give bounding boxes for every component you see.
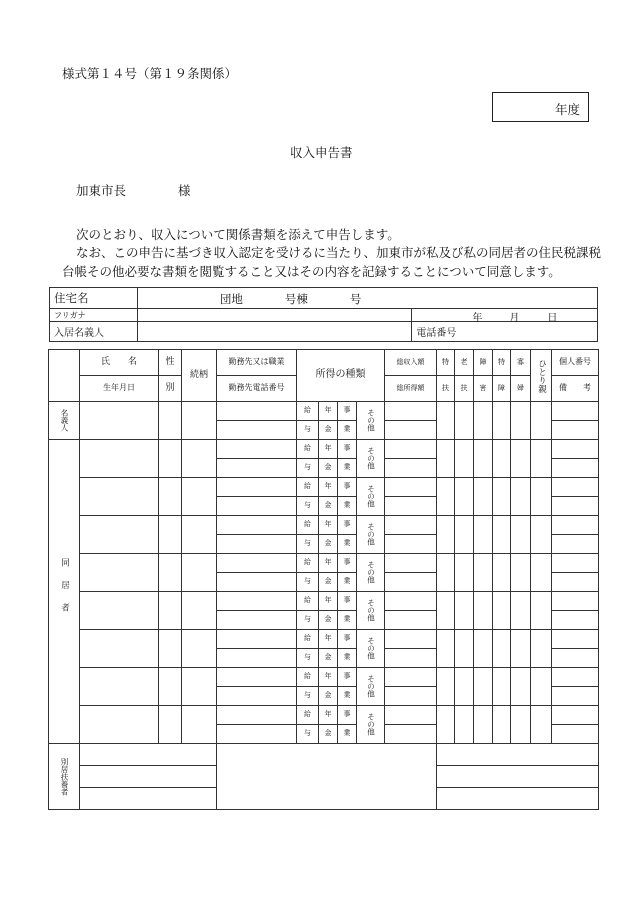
income-gyo[interactable]: 業 [338, 611, 357, 630]
body-text-1: 次のとおり、収入について関係書類を添えて申告します。 [76, 227, 400, 242]
phone-label: 電話番号 [412, 322, 598, 342]
my-number-cell[interactable] [552, 706, 599, 725]
income-ji[interactable]: 事 [338, 630, 357, 649]
date-field[interactable] [412, 309, 598, 322]
single-parent-cell[interactable] [531, 554, 552, 592]
name-cell[interactable] [80, 516, 159, 554]
sex-cell[interactable] [159, 554, 182, 592]
toku-cell[interactable] [437, 592, 455, 630]
net-income-cell[interactable] [385, 459, 437, 478]
header-shou-2: 害 [474, 376, 493, 402]
rou-cell[interactable] [455, 478, 474, 516]
nominee-group [49, 402, 80, 440]
rou-cell[interactable] [455, 402, 474, 440]
sex-cell[interactable] [159, 668, 182, 706]
my-number-cell[interactable] [552, 440, 599, 459]
employer-cell[interactable] [217, 630, 297, 649]
employer-cell[interactable] [217, 440, 297, 459]
single-parent-cell[interactable] [531, 440, 552, 478]
tokushou-cell[interactable] [493, 554, 511, 592]
income-ji[interactable]: 事 [338, 402, 357, 421]
gross-income-cell[interactable] [385, 554, 437, 573]
rou-cell[interactable] [455, 630, 474, 668]
toku-cell[interactable] [437, 630, 455, 668]
income-nen[interactable]: 年 [319, 668, 338, 687]
income-yo[interactable]: 与 [297, 497, 319, 516]
tenant-field[interactable] [137, 322, 411, 342]
income-other-cell[interactable] [357, 592, 385, 630]
relation-cell[interactable] [182, 440, 217, 478]
form-number: 様式第１４号（第１９条関係） [62, 66, 238, 81]
header-kafu-1: 寡 [511, 350, 531, 376]
rou-cell[interactable] [455, 668, 474, 706]
header-income-type: 所得の種類 [297, 350, 385, 402]
toku-cell[interactable] [437, 478, 455, 516]
income-kyu[interactable]: 給 [297, 592, 319, 611]
day-label: 日 [547, 313, 558, 324]
header-relation: 続柄 [182, 350, 217, 402]
net-income-cell[interactable] [385, 611, 437, 630]
name-cell[interactable] [80, 440, 159, 478]
income-yo[interactable]: 与 [297, 725, 319, 744]
income-nen[interactable]: 年 [319, 592, 338, 611]
income-other-cell[interactable] [357, 478, 385, 516]
fiscal-year-label: 年度 [554, 102, 580, 117]
employer-cell[interactable] [217, 516, 297, 535]
kafu-cell[interactable] [511, 516, 531, 554]
gross-income-cell[interactable] [385, 516, 437, 535]
employer-phone-cell[interactable] [217, 459, 297, 478]
single-parent-cell[interactable] [531, 630, 552, 668]
tokushou-cell[interactable] [493, 440, 511, 478]
income-nen[interactable]: 年 [319, 478, 338, 497]
header-net-income: 総所得額 [385, 376, 437, 402]
shou-cell[interactable] [474, 402, 493, 440]
danchi-label: 団地 [219, 292, 243, 306]
employer-cell[interactable] [217, 706, 297, 725]
cohabitant-label: 同居者 [59, 557, 70, 626]
income-gyo[interactable]: 業 [338, 687, 357, 706]
kafu-cell[interactable] [511, 592, 531, 630]
header-employer-phone: 勤務先電話番号 [217, 376, 297, 402]
income-other: その他 [366, 523, 376, 546]
remarks-cell[interactable] [552, 725, 599, 744]
my-number-cell[interactable] [552, 516, 599, 535]
relation-cell[interactable] [182, 478, 217, 516]
dependent-detail-cell[interactable] [437, 766, 599, 788]
tokushou-cell[interactable] [493, 516, 511, 554]
nominee-label: 名義人 [59, 409, 69, 432]
furigana-label: フリガナ [50, 309, 138, 322]
remarks-cell[interactable] [552, 611, 599, 630]
dependent-name-cell[interactable] [80, 744, 217, 766]
net-income-cell[interactable] [385, 421, 437, 440]
my-number-cell[interactable] [552, 554, 599, 573]
rou-cell[interactable] [455, 440, 474, 478]
income-kyu[interactable]: 給 [297, 706, 319, 725]
shou-cell[interactable] [474, 706, 493, 744]
remarks-cell[interactable] [552, 535, 599, 554]
sex-cell[interactable] [159, 706, 182, 744]
header-sex-1: 性 [159, 350, 182, 376]
income-kin[interactable]: 金 [319, 725, 338, 744]
my-number-cell[interactable] [552, 668, 599, 687]
income-yo[interactable]: 与 [297, 687, 319, 706]
gross-income-cell[interactable] [385, 592, 437, 611]
document-title: 収入申告書 [290, 145, 353, 160]
name-cell[interactable] [80, 630, 159, 668]
income-ji[interactable]: 事 [338, 668, 357, 687]
tokushou-cell[interactable] [493, 630, 511, 668]
employer-phone-cell[interactable] [217, 649, 297, 668]
separate-dependents-label: 別居扶養者 [59, 757, 69, 796]
income-other: その他 [366, 485, 376, 508]
income-kyu[interactable]: 給 [297, 668, 319, 687]
income-kin[interactable]: 金 [319, 687, 338, 706]
dependent-name-cell[interactable] [80, 788, 217, 810]
single-parent-label: ひとり親 [536, 358, 547, 393]
income-yo[interactable]: 与 [297, 459, 319, 478]
single-parent-cell[interactable] [531, 592, 552, 630]
income-ji[interactable]: 事 [338, 440, 357, 459]
name-cell[interactable] [80, 402, 159, 440]
single-parent-cell[interactable] [531, 668, 552, 706]
net-income-cell[interactable] [385, 649, 437, 668]
income-yo[interactable]: 与 [297, 421, 319, 440]
gross-income-cell[interactable] [385, 668, 437, 687]
income-gyo[interactable]: 業 [338, 535, 357, 554]
header-tokushou-1: 特 [493, 350, 511, 376]
header-corner [49, 350, 80, 402]
remarks-cell[interactable] [552, 459, 599, 478]
sex-cell[interactable] [159, 592, 182, 630]
single-parent-cell[interactable] [531, 402, 552, 440]
rou-cell[interactable] [455, 554, 474, 592]
name-cell[interactable] [80, 478, 159, 516]
income-other: その他 [366, 637, 376, 660]
income-kin[interactable]: 金 [319, 611, 338, 630]
sex-cell[interactable] [159, 630, 182, 668]
remarks-cell[interactable] [552, 649, 599, 668]
header-toku-2: 扶 [437, 376, 455, 402]
income-nen[interactable]: 年 [319, 402, 338, 421]
income-yo[interactable]: 与 [297, 649, 319, 668]
income-nen[interactable]: 年 [319, 630, 338, 649]
residence-field[interactable] [137, 288, 597, 309]
relation-cell[interactable] [182, 592, 217, 630]
remarks-cell[interactable] [552, 497, 599, 516]
employer-phone-cell[interactable] [217, 497, 297, 516]
income-nen[interactable]: 年 [319, 706, 338, 725]
income-gyo[interactable]: 業 [338, 573, 357, 592]
income-kin[interactable]: 金 [319, 535, 338, 554]
header-sex-2: 別 [159, 376, 182, 402]
dependent-detail-cell[interactable] [437, 744, 599, 766]
employer-phone-cell[interactable] [217, 421, 297, 440]
header-kafu-2: 婦 [511, 376, 531, 402]
header-rou-2: 扶 [455, 376, 474, 402]
income-gyo[interactable]: 業 [338, 421, 357, 440]
dependent-detail-cell[interactable] [437, 788, 599, 810]
header-rou-1: 老 [455, 350, 474, 376]
net-income-cell[interactable] [385, 497, 437, 516]
body-text-2: なお、この申告に基づき収入認定を受けるに当たり、加東市が私及び私の同居者の住民税課税 [76, 245, 602, 260]
net-income-cell[interactable] [385, 573, 437, 592]
tokushou-cell[interactable] [493, 478, 511, 516]
remarks-cell[interactable] [552, 421, 599, 440]
my-number-cell[interactable] [552, 592, 599, 611]
employer-phone-cell[interactable] [217, 535, 297, 554]
single-parent-cell[interactable] [531, 478, 552, 516]
shou-cell[interactable] [474, 478, 493, 516]
net-income-cell[interactable] [385, 535, 437, 554]
employer-cell[interactable] [217, 402, 297, 421]
gross-income-cell[interactable] [385, 402, 437, 421]
income-nen[interactable]: 年 [319, 516, 338, 535]
income-yo[interactable]: 与 [297, 611, 319, 630]
income-other: その他 [366, 409, 376, 432]
income-other: その他 [366, 447, 376, 470]
income-kyu[interactable]: 給 [297, 516, 319, 535]
remarks-cell[interactable] [552, 687, 599, 706]
tokushou-cell[interactable] [493, 706, 511, 744]
sex-cell[interactable] [159, 440, 182, 478]
employer-cell[interactable] [217, 478, 297, 497]
body-text-3: 台帳その他必要な書類を閲覧すること又はその内容を記録することについて同意します。 [62, 264, 561, 279]
header-single-parent [531, 350, 552, 402]
header-tokushou-2: 障 [493, 376, 511, 402]
income-other-cell[interactable] [357, 668, 385, 706]
year-label: 年 [472, 313, 483, 324]
shou-cell[interactable] [474, 668, 493, 706]
shou-cell[interactable] [474, 554, 493, 592]
income-other: その他 [366, 599, 376, 622]
month-label: 月 [509, 313, 520, 324]
kafu-cell[interactable] [511, 402, 531, 440]
tokushou-cell[interactable] [493, 668, 511, 706]
income-kin[interactable]: 金 [319, 421, 338, 440]
name-cell[interactable] [80, 668, 159, 706]
name-cell[interactable] [80, 706, 159, 744]
toku-cell[interactable] [437, 516, 455, 554]
relation-cell[interactable] [182, 668, 217, 706]
income-kin[interactable]: 金 [319, 573, 338, 592]
header-name: 氏 名 [80, 350, 159, 376]
single-parent-cell[interactable] [531, 516, 552, 554]
toku-cell[interactable] [437, 402, 455, 440]
employer-cell[interactable] [217, 554, 297, 573]
income-other-cell[interactable] [357, 706, 385, 744]
income-ji[interactable]: 事 [338, 706, 357, 725]
addressee-suffix: 様 [178, 183, 191, 198]
kafu-cell[interactable] [511, 706, 531, 744]
toku-cell[interactable] [437, 668, 455, 706]
relation-cell[interactable] [182, 554, 217, 592]
income-nen[interactable]: 年 [319, 440, 338, 459]
separate-dependents-group [49, 744, 80, 810]
header-shou-1: 障 [474, 350, 493, 376]
kafu-cell[interactable] [511, 630, 531, 668]
income-ji[interactable]: 事 [338, 592, 357, 611]
income-kin[interactable]: 金 [319, 459, 338, 478]
my-number-cell[interactable] [552, 630, 599, 649]
employer-phone-cell[interactable] [217, 611, 297, 630]
income-gyo[interactable]: 業 [338, 725, 357, 744]
residence-label: 住宅名 [50, 288, 138, 309]
income-gyo[interactable]: 業 [338, 649, 357, 668]
fiscal-year-box[interactable] [492, 92, 589, 122]
shou-cell[interactable] [474, 516, 493, 554]
income-yo[interactable]: 与 [297, 573, 319, 592]
header-toku-1: 特 [437, 350, 455, 376]
income-other-cell[interactable] [357, 630, 385, 668]
income-ji[interactable]: 事 [338, 516, 357, 535]
income-other-cell[interactable] [357, 440, 385, 478]
household-members-table [48, 349, 599, 810]
relation-cell[interactable] [182, 706, 217, 744]
income-kyu[interactable]: 給 [297, 554, 319, 573]
toku-cell[interactable] [437, 706, 455, 744]
income-kyu[interactable]: 給 [297, 630, 319, 649]
header-my-number: 個人番号 [552, 350, 599, 376]
name-cell[interactable] [80, 554, 159, 592]
header-gross-income: 総収入額 [385, 350, 437, 376]
employer-cell[interactable] [217, 668, 297, 687]
tokushou-cell[interactable] [493, 592, 511, 630]
gross-income-cell[interactable] [385, 706, 437, 725]
tenant-label: 入居名義人 [50, 322, 138, 342]
income-gyo[interactable]: 業 [338, 459, 357, 478]
sex-cell[interactable] [159, 402, 182, 440]
employer-phone-cell[interactable] [217, 725, 297, 744]
shou-cell[interactable] [474, 440, 493, 478]
income-ji[interactable]: 事 [338, 478, 357, 497]
income-kyu[interactable]: 給 [297, 478, 319, 497]
kafu-cell[interactable] [511, 478, 531, 516]
single-parent-cell[interactable] [531, 706, 552, 744]
income-other-cell[interactable] [357, 402, 385, 440]
sex-cell[interactable] [159, 516, 182, 554]
income-kyu[interactable]: 給 [297, 402, 319, 421]
toku-cell[interactable] [437, 554, 455, 592]
dependent-address-cell[interactable] [217, 744, 437, 810]
room-label: 号 [349, 292, 362, 306]
my-number-cell[interactable] [552, 478, 599, 497]
dependent-name-cell[interactable] [80, 766, 217, 788]
toku-cell[interactable] [437, 440, 455, 478]
furigana-field[interactable] [137, 309, 411, 322]
header-remarks: 備 考 [552, 376, 599, 402]
relation-cell[interactable] [182, 516, 217, 554]
income-ji[interactable]: 事 [338, 554, 357, 573]
name-cell[interactable] [80, 592, 159, 630]
gross-income-cell[interactable] [385, 440, 437, 459]
header-employer: 勤務先又は職業 [217, 350, 297, 376]
rou-cell[interactable] [455, 592, 474, 630]
relation-cell[interactable] [182, 630, 217, 668]
income-kin[interactable]: 金 [319, 497, 338, 516]
kafu-cell[interactable] [511, 554, 531, 592]
income-other-cell[interactable] [357, 554, 385, 592]
income-gyo[interactable]: 業 [338, 497, 357, 516]
rou-cell[interactable] [455, 706, 474, 744]
income-other: その他 [366, 713, 376, 736]
employer-cell[interactable] [217, 592, 297, 611]
shou-cell[interactable] [474, 592, 493, 630]
income-other: その他 [366, 675, 376, 698]
income-other: その他 [366, 561, 376, 584]
cohabitant-group [49, 440, 80, 744]
header-dob: 生年月日 [80, 376, 159, 402]
income-other-cell[interactable] [357, 516, 385, 554]
income-nen[interactable]: 年 [319, 554, 338, 573]
gross-income-cell[interactable] [385, 478, 437, 497]
net-income-cell[interactable] [385, 725, 437, 744]
employer-phone-cell[interactable] [217, 687, 297, 706]
kafu-cell[interactable] [511, 440, 531, 478]
income-kin[interactable]: 金 [319, 649, 338, 668]
rou-cell[interactable] [455, 516, 474, 554]
kafu-cell[interactable] [511, 668, 531, 706]
relation-cell[interactable] [182, 402, 217, 440]
tokushou-cell[interactable] [493, 402, 511, 440]
net-income-cell[interactable] [385, 687, 437, 706]
gross-income-cell[interactable] [385, 630, 437, 649]
my-number-cell[interactable] [552, 402, 599, 421]
shou-cell[interactable] [474, 630, 493, 668]
income-yo[interactable]: 与 [297, 535, 319, 554]
employer-phone-cell[interactable] [217, 573, 297, 592]
building-label: 号棟 [284, 292, 308, 306]
addressee: 加東市長 [76, 183, 127, 198]
income-kyu[interactable]: 給 [297, 440, 319, 459]
remarks-cell[interactable] [552, 573, 599, 592]
sex-cell[interactable] [159, 478, 182, 516]
residence-info-table [49, 287, 598, 342]
